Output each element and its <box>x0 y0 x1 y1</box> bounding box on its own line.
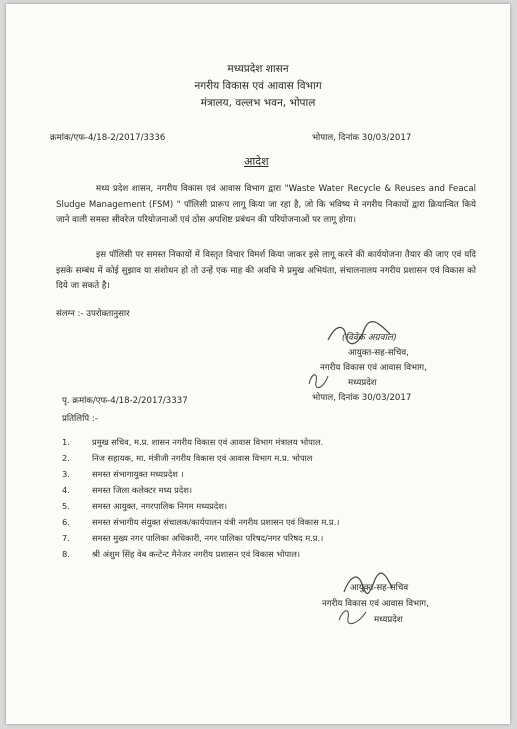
list-item: समस्त मुख्य नगर पालिका अधिकारी, नगर पालिका परिषद/नगर परिषद म.प्र.। <box>92 533 324 543</box>
list-item: समस्त आयुक्त, नगरपालिक निगम मध्यप्रदेश। <box>92 501 228 511</box>
list-item: श्री अंशुम सिंह वेब कन्टेन्ट मैनेजर नगरीय प्रशासन एवं विकास भोपाल। <box>92 549 300 559</box>
copy-reference: पृ. क्रमांक/एफ-4/18-2/2017/3337 <box>62 396 188 406</box>
header-line-3: मंत्रालय, वल्लभ भवन, भोपाल <box>200 97 316 109</box>
list-item: समस्त जिला कलेक्टर मध्य प्रदेश। <box>92 485 193 495</box>
initials-mark <box>306 370 332 390</box>
signatory-department-2: नगरीय विकास एवं आवास विभाग, <box>322 599 429 609</box>
list-item: निज सहायक, मा. मंत्रीजी नगरीय विकास एवं आवास विभाग म.प्र. भोपाल <box>92 453 313 463</box>
signatory-department: नगरीय विकास एवं आवास विभाग, <box>320 363 427 373</box>
list-item-number: 3. <box>62 469 70 479</box>
signatory-designation-2: आयुक्त-सह-सचिव <box>350 583 409 593</box>
signatory-place-2: मध्यप्रदेश <box>374 615 403 625</box>
signatory-place: मध्यप्रदेश <box>348 378 377 388</box>
signatory-name: (विवेक अग्रवाल) <box>342 333 397 343</box>
initials-mark-2 <box>336 604 370 628</box>
order-reference: क्रमांक/एफ-4/18-2/2017/3336 <box>50 133 166 143</box>
list-item-number: 2. <box>62 453 70 463</box>
list-item-number: 5. <box>62 501 70 511</box>
signatory-designation: आयुक्त-सह-सचिव, <box>348 348 409 358</box>
header-line-1: मध्यप्रदेश शासन <box>227 63 289 75</box>
paragraph-2: इस पॉलिसी पर समस्त निकायों में विस्तृत विचार विमर्श किया जाकर इसे लागू करने की कार्ययोजना तैयार की जाए एवं यदि इसके सम्बंध में कोई सुझाव या संशोधन हो तो उन्हें एक माह की अवधि मे प्रमुख अभियंता, संचालनालय नगरीय प्रशासन एवं विकास को दिये जा सकते है। <box>56 250 476 291</box>
enclosure-note: संलग्न :- उपरोक्तानुसार <box>56 309 130 319</box>
list-item-number: 8. <box>62 549 70 559</box>
order-title: आदेश <box>244 155 269 168</box>
list-item: समस्त संभागीय संयुक्त संचालक/कार्यपालन यंत्री नगरीय प्रशासन एवं विकास म.प्र.। <box>92 517 340 527</box>
copy-heading: प्रतिलिपि :- <box>62 414 98 424</box>
list-item-number: 1. <box>62 437 70 447</box>
list-item-number: 4. <box>62 485 70 495</box>
document-page <box>6 4 510 724</box>
list-item: प्रमुख सचिव, म.प्र. शासन नगरीय विकास एवं आवास विभाग मंत्रालय भोपाल. <box>92 437 324 447</box>
list-item: समस्त संभागायुक्त मध्यप्रदेश । <box>92 469 184 479</box>
header-line-2: नगरीय विकास एवं आवास विभाग <box>194 80 322 92</box>
order-date: भोपाल, दिनांक 30/03/2017 <box>312 133 412 143</box>
copy-date: भोपाल, दिनांक 30/03/2017 <box>312 393 412 403</box>
paragraph-1: मध्य प्रदेश शासन, नगरीय विकास एवं आवास विभाग द्वारा "Waste Water Recycle & Reuses and Feacal Sludge Management (FSM) " पॉलिसी प्रारूप लागू किया जा रहा है, जो कि भविष्य मे नगरीय निकायों द्वारा क्रियान्वित किये जाने वाली समस्त सीवरेज परियोजनाओं एवं ठोस अपशिष्ट प्रबंधन की परियोजनाओं पर लागू होगा। <box>56 184 476 225</box>
list-item-number: 7. <box>62 533 70 543</box>
list-item-number: 6. <box>62 517 70 527</box>
